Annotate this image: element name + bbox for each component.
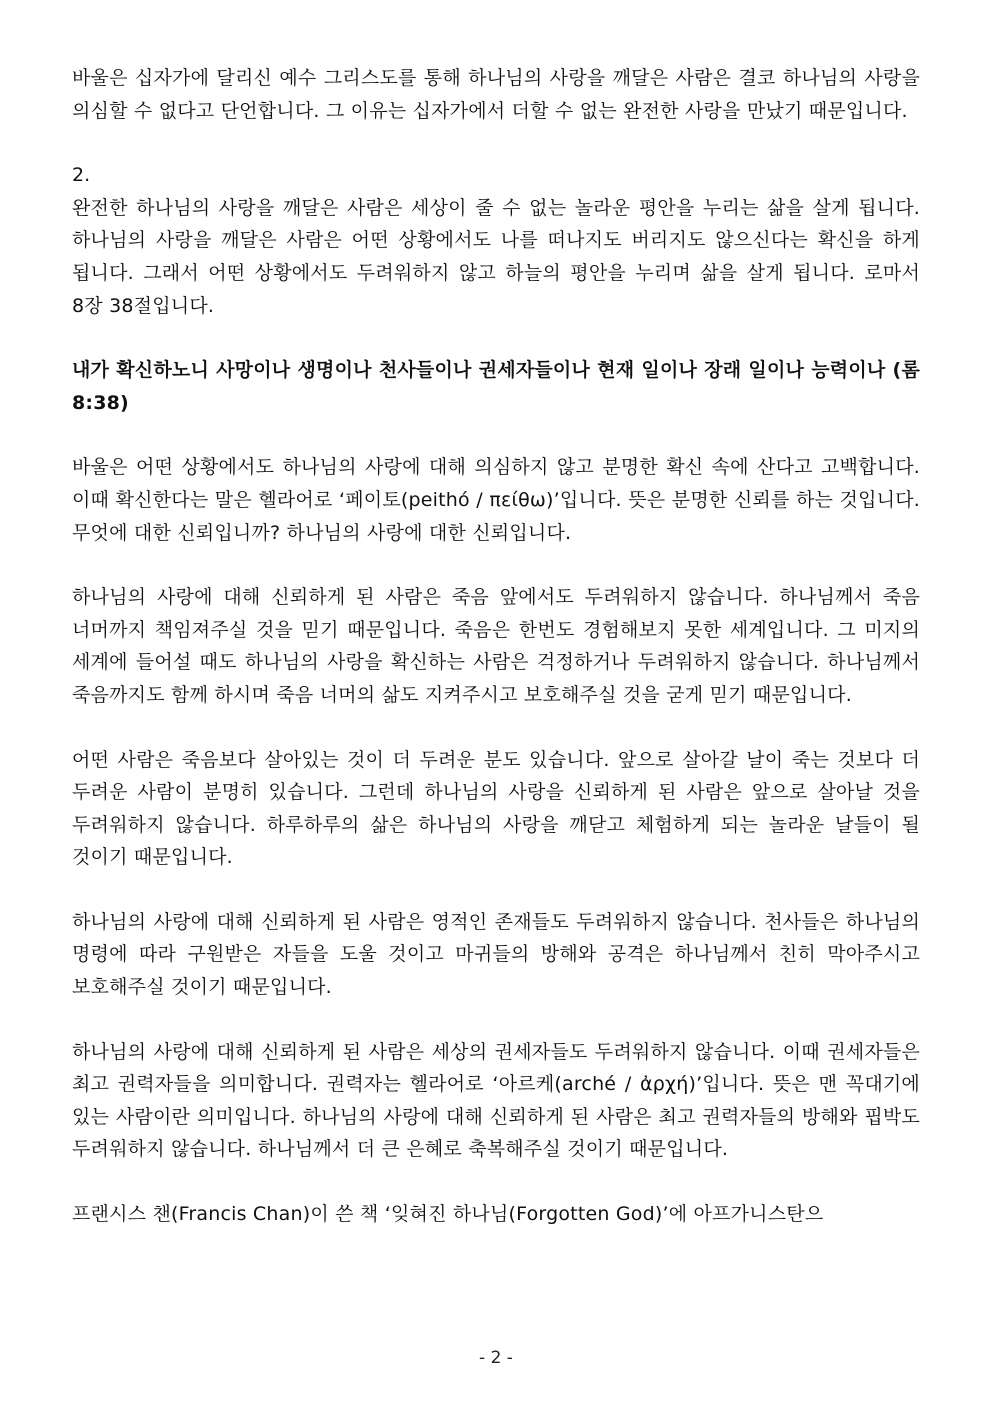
- document-body: [72, 62, 920, 1231]
- paragraph-7: 하나님의 사랑에 대해 신뢰하게 된 사람은 세상의 권세자들도 두려워하지 않습니다. 이때 권세자들은 최고 권력자들을 의미합니다. 권력자는 헬라어로 ‘아르케(arché / ἀρχή)’입니다. 뜻은 맨 꼭대기에 있는 사람이란 의미입니다. 하나님의 사랑에 대해 신뢰하게 된 사람은 최고 권력자들의 방해와 핍박도 두려워하지 않습니다. 하나님께서 더 큰 은혜로 축복해주실 것이기 때문입니다.: [72, 1040, 920, 1161]
- paragraph-2: 완전한 하나님의 사랑을 깨달은 사람은 세상이 줄 수 없는 놀라운 평안을 누리는 삶을 살게 됩니다. 하나님의 사랑을 깨달은 사람은 어떤 상황에서도 나를 떠나지도 버리지도 않으신다는 확신을 하게 됩니다. 그래서 어떤 상황에서도 두려워하지 않고 하늘의 평안을 누리며 삶을 살게 됩니다. 로마서 8장 38절입니다.: [72, 196, 920, 317]
- page-number: - 2 -: [479, 1348, 513, 1368]
- paragraph-4: 하나님의 사랑에 대해 신뢰하게 된 사람은 죽음 앞에서도 두려워하지 않습니다. 하나님께서 죽음 너머까지 책임져주실 것을 믿기 때문입니다. 죽음은 한번도 경험해보지 못한 세계입니다. 그 미지의 세계에 들어설 때도 하나님의 사랑을 확신하는 사람은 걱정하거나 두려워하지 않습니다. 하나님께서 죽음까지도 함께 하시며 죽음 너머의 삶도 지켜주시고 보호해주실 것을 굳게 믿기 때문입니다.: [72, 586, 920, 706]
- paragraph-3: 바울은 어떤 상황에서도 하나님의 사랑에 대해 의심하지 않고 분명한 확신 속에 산다고 고백합니다. 이때 확신한다는 말은 헬라어로 ‘페이토(peithó / πείθω)’입니다. 뜻은 분명한 신뢰를 하는 것입니다. 무엇에 대한 신뢰입니까? 하나님의 사랑에 대한 신뢰입니다.: [72, 456, 920, 544]
- section-number: 2.: [72, 164, 91, 187]
- paragraph-1: 바울은 십자가에 달리신 예수 그리스도를 통해 하나님의 사랑을 깨달은 사람은 결코 하나님의 사랑을 의심할 수 없다고 단언합니다. 그 이유는 십자가에서 더할 수 없는 완전한 사랑을 만났기 때문입니다.: [72, 67, 920, 122]
- scripture-verse: 내가 확신하노니 사망이나 생명이나 천사들이나 권세자들이나 현재 일이나 장래 일이나 능력이나 (롬 8:38): [72, 359, 920, 414]
- paragraph-5: 어떤 사람은 죽음보다 살아있는 것이 더 두려운 분도 있습니다. 앞으로 살아갈 날이 죽는 것보다 더 두려운 사람이 분명히 있습니다. 그런데 하나님의 사랑을 신뢰하게 된 사람은 앞으로 살아날 것을 두려워하지 않습니다. 하루하루의 삶은 하나님의 사랑을 깨닫고 체험하게 되는 놀라운 날들이 될 것이기 때문입니다.: [72, 748, 920, 869]
- paragraph-8: 프랜시스 챈(Francis Chan)이 쓴 책 ‘잊혀진 하나님(Forgotten God)’에 아프가니스탄으: [72, 1203, 824, 1226]
- paragraph-6: 하나님의 사랑에 대해 신뢰하게 된 사람은 영적인 존재들도 두려워하지 않습니다. 천사들은 하나님의 명령에 따라 구원받은 자들을 도울 것이고 마귀들의 방해와 공격은 하나님께서 친히 막아주시고 보호해주실 것이기 때문입니다.: [72, 910, 920, 999]
